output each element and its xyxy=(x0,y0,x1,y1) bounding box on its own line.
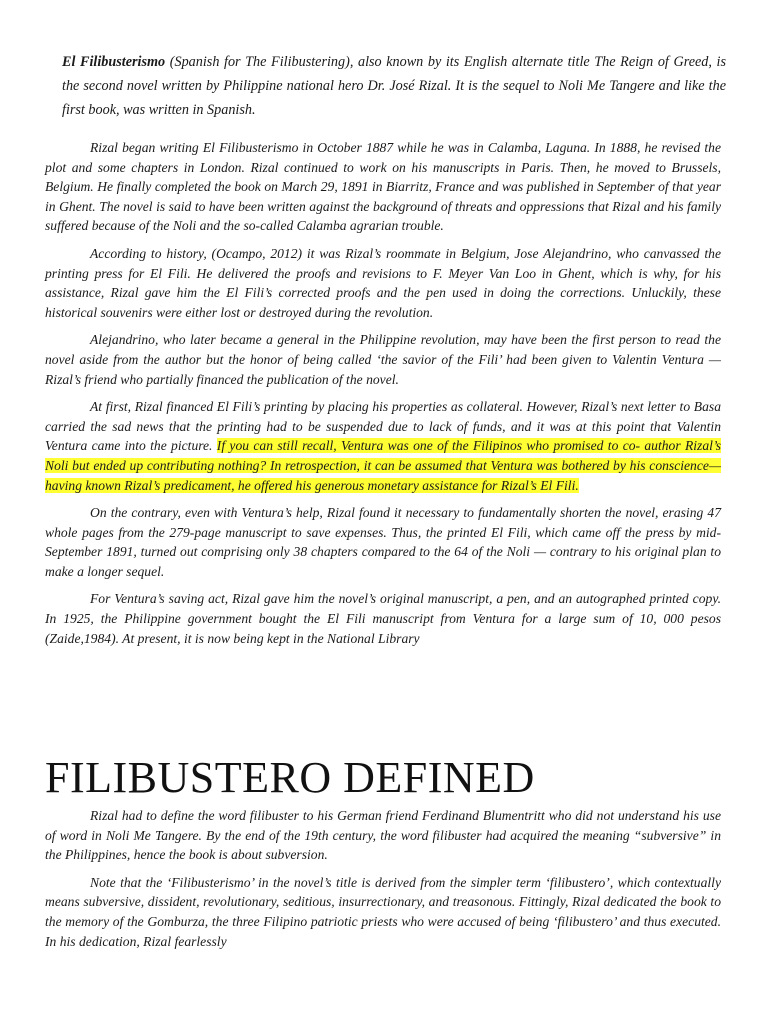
paragraph-shortened-novel: On the contrary, even with Ventura’s help, Rizal found it necessary to fundamentally shorten the novel, erasing 47 whole pages from the 279-page manuscript to save expenses. Thus, the printed El Fili, which came off the press by mid-September 1891, turned out comprising only 38 chapters compared to the 64 of the Noli — contrary to his original plan to make a longer sequel. xyxy=(45,505,721,579)
paragraph-alejandrino-roommate: According to history, (Ocampo, 2012) it was Rizal’s roommate in Belgium, Jose Alejandrino, who canvassed the printing press for El Fili. He delivered the proofs and revisions to F. Meyer Van Loo in Ghent, which is why, for his assistance, Rizal gave him the El Fili’s corrected proofs and the pen used in doing the corrections. Unluckily, these historical souvenirs were either lost or destroyed during the revolution. xyxy=(45,245,721,320)
paragraph-title-derivation: Note that the ‘Filibusterismo’ in the novel’s title is derived from the simpler term ‘filibustero’, which contextually means subversive, dissident, revolutionary, seditious, insurrectionary, and treasonous. Fittingly, Rizal dedicated the book to the memory of the Gomburza, the three Filipino patriotic priests who were accused of being ‘filibustero’ and thus executed. In his dedication, Rizal fearlessly xyxy=(45,874,721,949)
intro-paragraph xyxy=(62,50,726,122)
highlighted-text: If you can still recall, Ventura was one of the Filipinos who promised to co- author Rizal’s Noli but ended up contributing nothing? In retrospection, it can be assumed that Ventura was bothered by his conscience— having known Rizal’s predicament, he offered his generous monetary assistance for Rizal’s El Fili. xyxy=(45,438,721,493)
intro-title: El Filibusterismo xyxy=(62,54,166,70)
definition-section xyxy=(45,806,721,959)
paragraph-manuscript-gift: For Ventura’s saving act, Rizal gave him the novel’s original manuscript, a pen, and an autographed printed copy. In 1925, the Philippine government bought the El Fili manuscript from Ventura for a large sum of 10, 000 pesos (Zaide,1984). At present, it is now being kept in the National Library xyxy=(45,591,721,646)
paragraph-financing xyxy=(45,397,721,495)
financing-text: At first, Rizal financed El Fili’s printing by placing his properties as collateral. However, Rizal’s next letter to Basa carried the sad news that the printing had to be suspended due to lack of funds, and it was at this point that Valentin Ventura came into the picture. xyxy=(45,399,721,454)
section-heading: FILIBUSTERO DEFINED xyxy=(45,753,535,802)
intro-text: (Spanish for The Filibustering), also known by its English alternate title The Reign of Greed, is the second novel written by Philippine national hero Dr. José Rizal. It is the sequel to Noli Me Tangere and like the first book, was written in Spanish. xyxy=(62,54,726,118)
paragraph-writing-history: Rizal began writing El Filibusterismo in October 1887 while he was in Calamba, Laguna. In 1888, he revised the plot and some chapters in London. Rizal continued to work on his manuscripts in Paris. Then, he moved to Brussels, Belgium. He finally completed the book on March 29, 1891 in Biarritz, France and was published in September of that year in Ghent. The novel is said to have been written against the background of threats and oppressions that Rizal and his family suffered because of the Noli and the so-called Calamba agrarian trouble. xyxy=(45,140,721,234)
paragraph-savior-of-fili: Alejandrino, who later became a general in the Philippine revolution, may have been the first person to read the novel aside from the author but the honor of being called ‘the savior of the Fili’ had been given to Valentin Ventura — Rizal’s friend who partially financed the publication of the novel. xyxy=(45,332,721,387)
paragraph-filibuster-definition: Rizal had to define the word filibuster to his German friend Ferdinand Blumentritt who did not understand his use of word in Noli Me Tangere. By the end of the 19th century, the word filibuster had acquired the meaning “subversive” in the Philippines, hence the book is about subversion. xyxy=(45,808,721,863)
history-section xyxy=(45,138,721,656)
